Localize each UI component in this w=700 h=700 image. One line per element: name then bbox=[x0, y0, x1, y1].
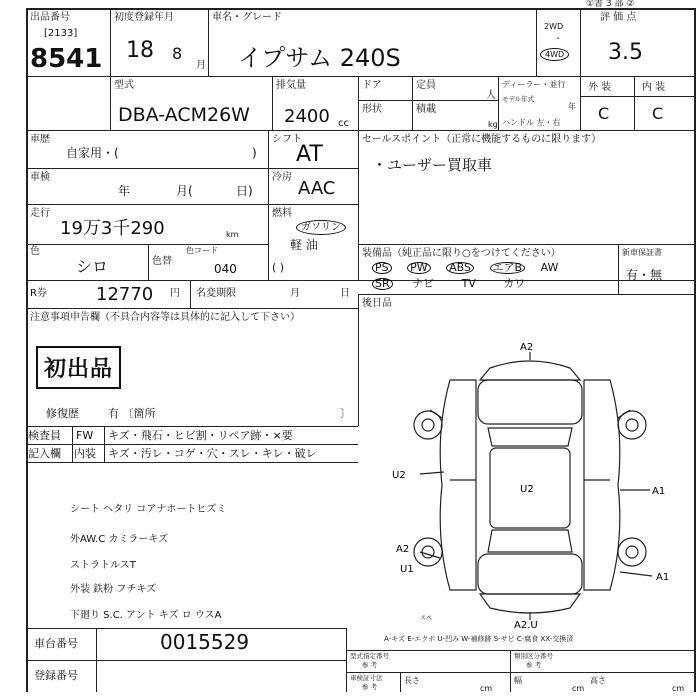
ac-value: AAC bbox=[298, 178, 336, 199]
reg-year: 18 bbox=[126, 38, 154, 63]
shape-label: 形状 bbox=[362, 104, 382, 115]
shift-value: AT bbox=[296, 142, 323, 167]
name-change-label: 名変期限 bbox=[196, 288, 236, 299]
displacement-label: 排気量 bbox=[276, 80, 306, 91]
windshield-outline bbox=[488, 428, 572, 446]
repair-close: 〕 bbox=[340, 407, 351, 420]
inspection-label: 車検 bbox=[30, 172, 50, 183]
equipment-row-1 bbox=[372, 262, 559, 274]
car-damage-diagram bbox=[380, 340, 680, 630]
handle-label: ハンドル 左・右 bbox=[502, 118, 561, 127]
tailgate-outline bbox=[478, 554, 582, 594]
class-label: 類別区分番号 bbox=[514, 652, 553, 660]
name-change-day: 日 bbox=[340, 288, 350, 299]
mark-u2-left: U2 bbox=[392, 470, 406, 481]
color-value: シロ bbox=[76, 257, 109, 276]
equip-abs: ABS bbox=[446, 262, 474, 274]
model-label: 車名・グレード bbox=[212, 12, 282, 23]
equip-sr: SR bbox=[372, 278, 393, 290]
wheel-rear-right bbox=[618, 538, 646, 566]
dim-height-unit: cm bbox=[672, 684, 685, 693]
mark-spare: スペ bbox=[420, 615, 433, 622]
score-label: 評 価 点 bbox=[600, 12, 637, 23]
class-sub: 参 考 bbox=[526, 661, 542, 669]
inspector-line-2: キズ・汚レ・コゲ・穴・スレ・キレ・破レ bbox=[108, 447, 317, 460]
equip-tv: TV bbox=[461, 277, 476, 290]
color-code-label: 色コード bbox=[186, 246, 218, 255]
dims-sub: 参 考 bbox=[362, 683, 378, 691]
recycle-unit: 円 bbox=[170, 288, 180, 299]
inspection-day: 日) bbox=[236, 184, 253, 198]
equipment-row-2 bbox=[372, 278, 526, 290]
rear-window-outline bbox=[488, 530, 572, 552]
drive-4wd: 4WD bbox=[540, 48, 569, 61]
reg-number-label: 登録番号 bbox=[34, 669, 78, 682]
inspection-year: 年 bbox=[118, 184, 131, 198]
left-side-outline bbox=[440, 380, 476, 590]
displacement-value: 2400 bbox=[284, 106, 330, 127]
fuel-diesel: 軽 油 bbox=[290, 238, 318, 252]
equip-ps: PS bbox=[372, 262, 392, 274]
warranty-label: 新車保証書 bbox=[622, 248, 662, 257]
displacement-unit: cc bbox=[338, 118, 349, 129]
inspection-month: 月( bbox=[176, 184, 193, 198]
reg-month: 8 bbox=[172, 44, 183, 63]
equip-navi: ナビ bbox=[412, 277, 435, 290]
first-listing-stamp: 初出品 bbox=[36, 346, 121, 389]
interior-label: 内 装 bbox=[642, 82, 666, 93]
reg-month-unit: 月 bbox=[196, 60, 206, 71]
notes-label: 注意事項申告欄（不具合内容等は具体的に記入して下さい） bbox=[30, 312, 300, 323]
drive-dot: ・ bbox=[554, 34, 562, 43]
fuel-label: 燃料 bbox=[272, 208, 292, 219]
dealer-label: ディーラー・並行 bbox=[502, 80, 566, 89]
history-close: ) bbox=[252, 146, 257, 160]
sales-value: ・ユーザー買取車 bbox=[372, 156, 493, 174]
hw-note-5: 下廻り S.C. アント キズ ロ ウスA bbox=[70, 610, 222, 621]
type-label: 型式 bbox=[114, 80, 134, 91]
mark-u1-left: U1 bbox=[400, 564, 414, 575]
repair-label: 修復歴 bbox=[46, 407, 79, 420]
capacity-unit: 人 bbox=[486, 90, 496, 101]
hw-note-1: シート ヘタリ コアナホートヒズミ bbox=[70, 504, 227, 515]
name-change-month: 月 bbox=[290, 288, 300, 299]
dim-width-unit: cm bbox=[572, 684, 585, 693]
reg-year-label: 初度登録年月 bbox=[114, 12, 174, 23]
warranty-value: 有・無 bbox=[626, 268, 663, 282]
color-code-value: 040 bbox=[214, 262, 237, 276]
mileage-value: 19万3千290 bbox=[60, 218, 165, 239]
exterior-label: 外 装 bbox=[588, 82, 612, 93]
mileage-unit: km bbox=[226, 230, 239, 239]
mark-a1-right: A1 bbox=[652, 486, 666, 497]
ac-label: 冷房 bbox=[272, 172, 292, 183]
mileage-label: 走行 bbox=[30, 208, 50, 219]
fuel-paren: ( ) bbox=[272, 261, 285, 274]
color-label: 色 bbox=[30, 246, 40, 257]
door-label: ドア bbox=[362, 80, 382, 91]
type-spec-sub: 参 考 bbox=[362, 661, 378, 669]
dims-label: 車検証寸法 bbox=[350, 674, 383, 682]
color-swap-label: 色替 bbox=[152, 256, 172, 267]
aftermarket-label: 後日品 bbox=[362, 298, 392, 309]
lot-number: 8541 bbox=[30, 44, 103, 74]
mark-a2u-rear: A2.U bbox=[514, 620, 538, 630]
inspector-tag-fw: FW bbox=[76, 429, 94, 442]
recycle-value: 12770 bbox=[96, 284, 154, 305]
front-bumper-outline bbox=[480, 361, 580, 380]
repair-value: 有 〔箇所 bbox=[108, 407, 156, 420]
load-unit: kg bbox=[488, 120, 498, 129]
exterior-grade: C bbox=[598, 104, 610, 123]
lot-sub: [2133] bbox=[44, 28, 78, 39]
equip-leather: カワ bbox=[503, 277, 526, 290]
mark-u2-roof: U2 bbox=[520, 484, 534, 495]
inspector-label-2: 記入欄 bbox=[28, 447, 61, 460]
type-value: DBA-ACM26W bbox=[118, 104, 250, 126]
dim-length-label: 長さ bbox=[404, 676, 420, 685]
shift-label: シフト bbox=[272, 134, 302, 145]
dim-width-label: 幅 bbox=[514, 676, 522, 685]
dim-length-unit: cm bbox=[480, 684, 493, 693]
history-value: 自家用・( bbox=[66, 146, 119, 160]
score-value: 3.5 bbox=[608, 40, 643, 65]
type-spec-label: 型式指定番号 bbox=[350, 652, 389, 660]
inspector-tag-interior: 内装 bbox=[74, 447, 96, 460]
inspector-line-1: キズ・飛石・ヒビ割・リペア跡・×要 bbox=[108, 429, 293, 442]
mark-a2-top: A2 bbox=[520, 342, 534, 353]
capacity-label: 定員 bbox=[416, 80, 436, 91]
rear-bumper-outline bbox=[480, 594, 580, 613]
frame-right bbox=[694, 8, 696, 692]
equipment-label: 装備品（純正品に限り○をつけてください） bbox=[362, 248, 561, 259]
lot-label: 出品番号 bbox=[30, 12, 70, 23]
history-label: 車歴 bbox=[30, 134, 50, 145]
frame-left bbox=[26, 8, 28, 692]
model-year-unit: 年 bbox=[568, 102, 576, 111]
hw-note-2: 外AW.C カミラーキズ bbox=[70, 534, 169, 545]
model-name: イプサム 240S bbox=[238, 44, 401, 72]
chassis-value: 0015529 bbox=[160, 630, 250, 654]
equip-aw: AW bbox=[540, 261, 559, 274]
chassis-label: 車台番号 bbox=[34, 637, 78, 650]
mark-a1-rear-right: A1 bbox=[656, 572, 670, 583]
interior-grade: C bbox=[652, 104, 664, 123]
top-right-note: ①書 3 部 ② bbox=[586, 0, 635, 9]
dim-height-label: 高さ bbox=[590, 676, 606, 685]
drive-2wd: 2WD bbox=[544, 22, 564, 31]
model-year-label: モデル年式 bbox=[502, 95, 535, 103]
fuel-gas: ガソリン bbox=[296, 220, 346, 235]
mark-a2-left: A2 bbox=[396, 544, 410, 555]
right-side-outline bbox=[584, 380, 620, 590]
sales-label: セールスポイント（正常に機能するものに限ります） bbox=[362, 134, 602, 145]
wheel-rear-left bbox=[414, 538, 442, 566]
damage-legend: A-キズ E-エクボ U-凹み W-補修跡 S-サビ C-腐食 XX-交換済 bbox=[384, 635, 574, 643]
inspector-label-1: 検査員 bbox=[28, 429, 61, 442]
equip-airbag: エアB bbox=[490, 262, 526, 274]
hw-note-4: 外装 鉄粉 フチキズ bbox=[70, 584, 157, 595]
equip-pw: PW bbox=[407, 262, 431, 274]
hood-outline bbox=[478, 380, 582, 424]
load-label: 積載 bbox=[416, 104, 436, 115]
hw-note-3: ストラトルスT bbox=[70, 560, 136, 571]
recycle-label: R券 bbox=[30, 288, 47, 299]
